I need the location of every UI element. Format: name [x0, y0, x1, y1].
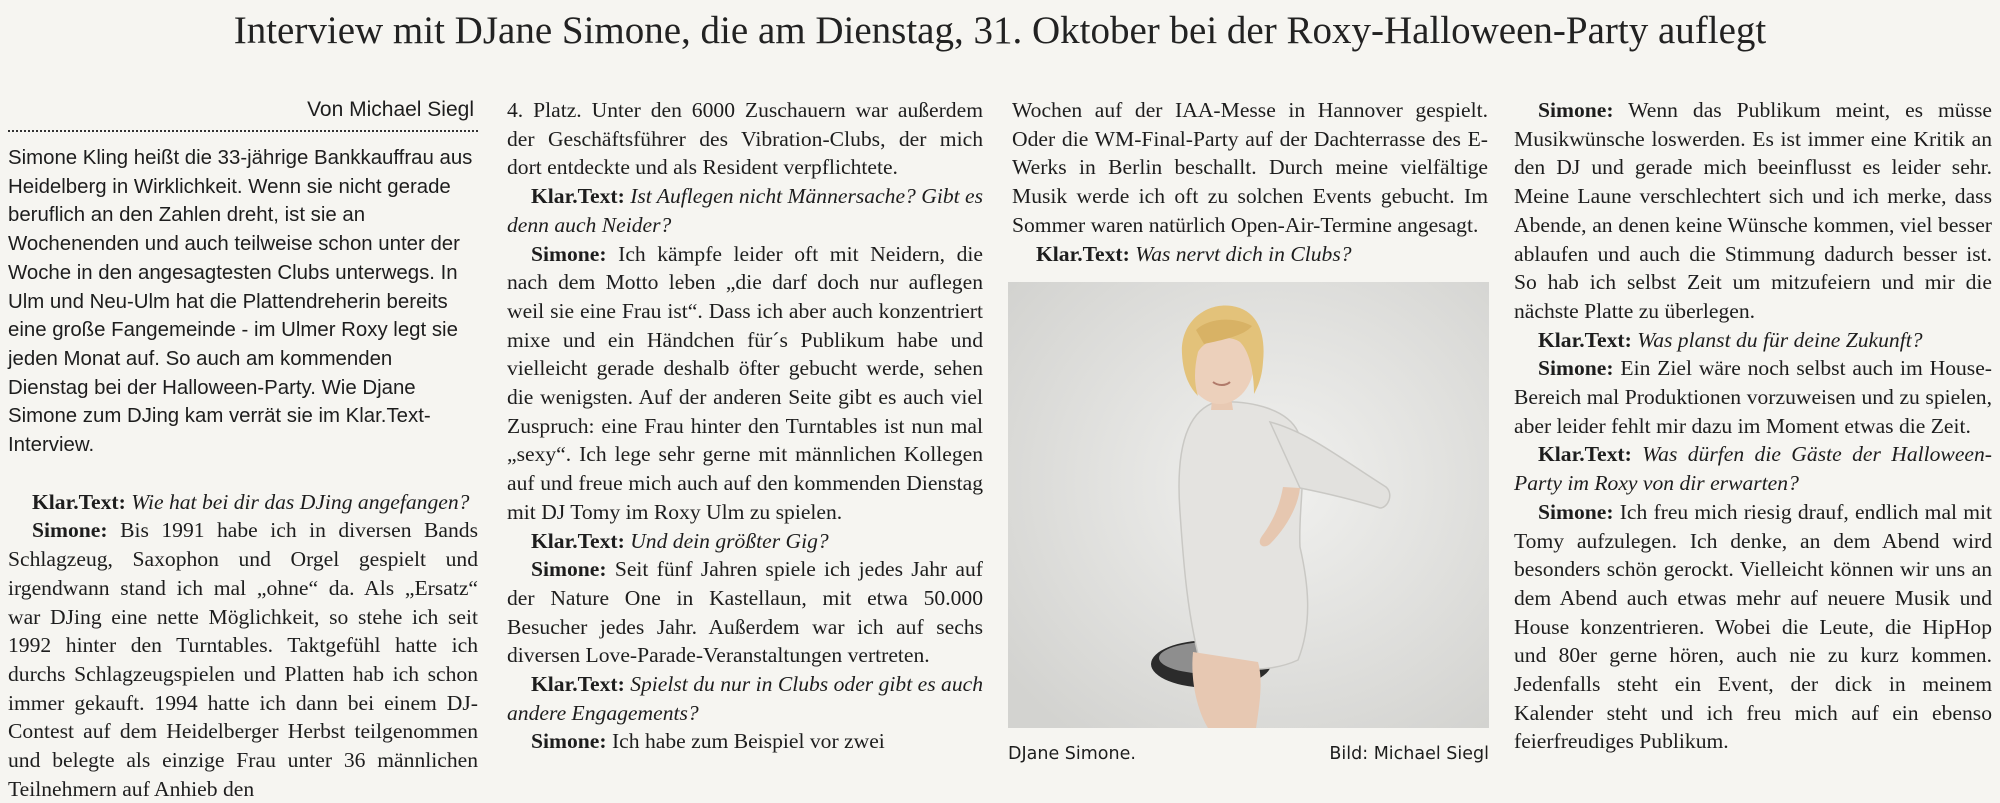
- speaker-klartext: Klar.Text:: [531, 672, 625, 697]
- speaker-klartext: Klar.Text:: [32, 489, 126, 514]
- photo-djane-simone: [1008, 282, 1489, 728]
- speaker-klartext: Klar.Text:: [1538, 327, 1632, 352]
- article-column-1: [8, 96, 478, 803]
- question-text: Was dürfen die Gäste der Halloween-Party im Roxy von dir erwarten?: [1514, 442, 1992, 496]
- speaker-simone: Simone:: [1538, 499, 1614, 524]
- byline: Von Michael Siegl: [307, 98, 474, 121]
- answer-text: Ich freu mich riesig drauf, endlich mal mit Tomy aufzulegen. Ich denke, an dem Abend wird besonders schön gerockt. Vielleicht können wir uns an dem Abend auch etwas mehr auf neuere Musik und House konzentrieren. Wobei die Leute, die HipHop und 80er gerne hören, auch nie zu kurz kommen. Jedenfalls steht ein Event, der dick in meinem Kalender steht und ich freu mich auf ein ebenso feierfreudiges Publikum.: [1514, 499, 1992, 754]
- spacer: [8, 460, 478, 488]
- answer-text: Seit fünf Jahren spiele ich jedes Jahr auf der Nature One in Kastellaun, mit etwa 50.000 Besucher jedes Jahr. Außerdem war ich auf sechs diversen Love-Parade-Veranstaltungen vertreten.: [507, 557, 983, 668]
- answer-2: [507, 240, 983, 527]
- speaker-simone: Simone:: [1538, 98, 1614, 122]
- question-2: [507, 182, 983, 239]
- article-column-4: [1514, 96, 1992, 756]
- answer-1: [8, 516, 478, 803]
- question-text: Und dein größter Gig?: [630, 528, 829, 553]
- article-column-3: [1008, 96, 1489, 766]
- answer-7: [1514, 498, 1992, 756]
- speaker-simone: Simone:: [531, 241, 607, 266]
- speaker-simone: Simone:: [32, 518, 108, 543]
- speaker-simone: Simone:: [1538, 356, 1614, 381]
- speaker-simone: Simone:: [531, 557, 607, 582]
- answer-text: Ich kämpfe leider oft mit Neidern, die nach dem Motto leben „die darf doch nur auflegen weil sie eine Frau ist“. Dass ich aber auch konzentriert mixe und ein Händchen für´s Publikum habe und vielleicht gerade deshalb öfter gebucht werde, sehen die wenigsten. Auf der anderen Seite gibt es auch viel Zuspruch: eine Frau hinter den Turntables ist nun mal „sexy“. Ich lege sehr gerne mit männlichen Kollegen auf und freue mich auch auf den kommenden Dienstag mit DJ Tomy im Roxy Ulm zu spielen.: [507, 241, 983, 524]
- headline: Interview mit DJane Simone, die am Dienstag, 31. Oktober bei der Roxy-Halloween-Party auflegt: [233, 9, 1767, 52]
- answer-text: Ein Ziel wäre noch selbst auch im House-Bereich mal Produktionen vorzuweisen und zu spielen, aber leider fehlt mir dazu im Moment etwas die Zeit.: [1514, 356, 1992, 438]
- question-6: [1514, 326, 1992, 355]
- photo-caption: [1008, 742, 1489, 766]
- answer-text: Bis 1991 habe ich in diversen Bands Schlagzeug, Saxophon und Orgel gespielt und irgendwann stand ich mal „ohne“ da. Als „Ersatz“ war DJing eine nette Möglichkeit, so stehe ich seit 1992 hinter den Turntables. Taktgefühl hatte ich durchs Schlagzeugspielen und Platten hab ich schon immer gekauft. 1994 hatte ich dann bei einem DJ-Contest auf dem Heidelberger Herbst teilgenommen und belegte als einzige Frau unter 36 männlichen Teilnehmern auf Anhieb den: [8, 518, 478, 801]
- question-3: [507, 527, 983, 556]
- answer-3: [507, 555, 983, 670]
- question-5: [1012, 240, 1488, 269]
- question-text: Was planst du für deine Zukunft?: [1637, 327, 1923, 352]
- question-text: Was nervt dich in Clubs?: [1135, 241, 1352, 266]
- answer-4: [507, 727, 983, 756]
- question-7: [1514, 440, 1992, 497]
- lead-paragraph: Simone Kling heißt die 33-jährige Bankkauffrau aus Heidelberg in Wirklichkeit. Wenn sie nicht gerade beruflich an den Zahlen dreht, ist sie an Wochenenden und auch teilweise schon unter der Woche in den angesagtesten Clubs unterwegs. In Ulm und Neu-Ulm hat die Plattendreherin bereits eine große Fangemeinde - im Ulmer Roxy legt sie jeden Monat auf. So auch am kommenden Dienstag bei der Halloween-Party. Wie Djane Simone zum DJing kam verrät sie im Klar.Text-Interview.: [8, 147, 473, 457]
- answer-4-continued: Wochen auf der IAA-Messe in Hannover gespielt. Oder die WM-Final-Party auf der Dachterrasse des E-Werks in Berlin beschallt. Durch meine vielfältige Musik werde ich oft zu solchen Events gebucht. Im Sommer waren natürlich Open-Air-Termine angesagt.: [1012, 98, 1488, 237]
- speaker-klartext: Klar.Text:: [531, 528, 625, 553]
- article-column-2: [507, 96, 983, 756]
- answer-6: [1514, 354, 1992, 440]
- speaker-klartext: Klar.Text:: [1036, 241, 1130, 266]
- answer-5: [1514, 96, 1992, 326]
- photo-credit: Bild: Michael Siegl: [1329, 744, 1489, 765]
- portrait-illustration: [1008, 282, 1489, 728]
- caption-text: DJane Simone.: [1008, 744, 1136, 765]
- dotted-divider: [8, 130, 478, 132]
- speaker-klartext: Klar.Text:: [1538, 442, 1632, 467]
- question-1: [8, 488, 478, 517]
- question-text: Spielst du nur in Clubs oder gibt es auch andere Engagements?: [507, 672, 983, 725]
- question-text: Ist Auflegen nicht Männersache? Gibt es denn auch Neider?: [507, 184, 984, 237]
- speaker-simone: Simone:: [531, 729, 607, 754]
- question-4: [507, 670, 983, 727]
- speaker-klartext: Klar.Text:: [531, 184, 625, 209]
- answer-1-continued: 4. Platz. Unter den 6000 Zuschauern war außerdem der Geschäftsführer des Vibration-Clubs, der mich dort entdeckte und als Resident verpflichtete.: [507, 98, 983, 180]
- answer-text: Ich habe zum Beispiel vor zwei: [611, 729, 885, 754]
- answer-text: Wenn das Publikum meint, es müsse Musikwünsche loswerden. Es ist immer eine Kritik an den DJ und gerade mich beeinflusst es leider sehr. Meine Laune verschlechtert sich und ich merke, dass Abende, an denen keine Wünsche kommen, viel besser ablaufen und auch die Stimmung dadurch besser ist. So hab ich selbst Zeit um mitzufeiern und mir die nächste Platte zu überlegen.: [1514, 98, 1992, 323]
- question-text: Wie hat bei dir das DJing angefangen?: [131, 489, 470, 514]
